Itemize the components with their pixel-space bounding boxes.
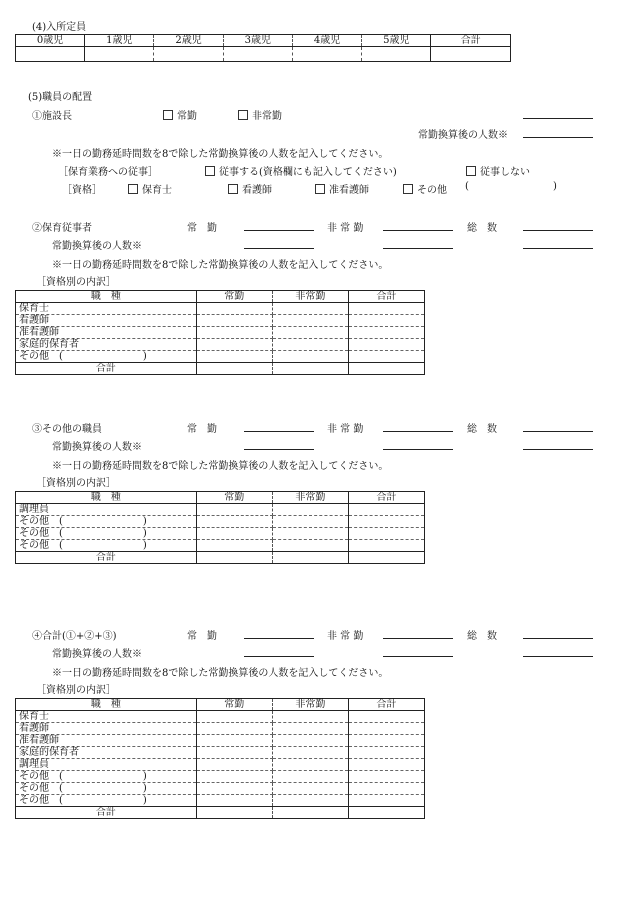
row-label: 保育士 (16, 303, 197, 315)
checkbox-icon[interactable] (205, 166, 215, 176)
col-4yr: 4歳児 (292, 35, 361, 47)
cell-input[interactable] (272, 759, 348, 771)
cell-input[interactable] (272, 528, 348, 540)
sec4-fte-label: 常勤換算後の人数※ (52, 649, 142, 660)
header-part: 非常勤 (272, 699, 348, 711)
sec4-note: ※一日の勤務延時間数を8で除した常勤換算後の人数を記入してください。 (52, 668, 389, 679)
qual-other-paren-open: ( (465, 181, 469, 192)
cell-input[interactable] (196, 795, 272, 807)
qual-other-paren-close: ) (553, 181, 557, 192)
sec4-fte-full-line[interactable] (244, 656, 314, 657)
cell-input[interactable] (272, 363, 348, 375)
cell-input[interactable] (196, 363, 272, 375)
col-total: 合計 (431, 35, 511, 47)
sec3-table (15, 491, 425, 564)
sec3-part-label: 非 常 勤 (327, 424, 364, 435)
row-label: 准看護師 (16, 327, 197, 339)
sec2-total-line[interactable] (523, 230, 593, 231)
cell-input[interactable] (196, 504, 272, 516)
option-label: 非常勤 (252, 111, 282, 122)
total-row-label: 合計 (16, 363, 197, 375)
header-total: 合計 (348, 492, 424, 504)
cell-input[interactable] (196, 759, 272, 771)
row-label: 家庭的保育者 (16, 339, 197, 351)
sec2-table (15, 290, 425, 375)
total-row-label: 合計 (16, 807, 197, 819)
qual-nursery-option[interactable] (128, 181, 172, 196)
duty-yes-option[interactable] (205, 163, 397, 178)
duty-no-option[interactable] (466, 163, 530, 178)
qualification-label: ［資格］ (62, 185, 102, 196)
sec4-part-label: 非 常 勤 (327, 631, 364, 642)
checkbox-icon[interactable] (163, 110, 173, 120)
cell-input[interactable] (348, 771, 424, 783)
cell-input[interactable] (272, 723, 348, 735)
qual-assoc-nurse-option[interactable] (315, 181, 369, 196)
cell-input[interactable] (348, 759, 424, 771)
sec4-total-line[interactable] (523, 638, 593, 639)
director-note: ※一日の勤務延時間数を8で除した常勤換算後の人数を記入してください。 (52, 149, 389, 160)
cell-input[interactable] (348, 504, 424, 516)
cell-input[interactable] (196, 540, 272, 552)
cell-input[interactable] (196, 303, 272, 315)
sec3-total-label: 総 数 (467, 424, 497, 435)
cell-input[interactable] (348, 552, 424, 564)
row-label: その他 ( ) (16, 351, 197, 363)
cell-input[interactable] (348, 327, 424, 339)
header-full: 常勤 (196, 492, 272, 504)
header-kind: 職 種 (16, 699, 197, 711)
cell-input[interactable] (272, 327, 348, 339)
header-part: 非常勤 (272, 492, 348, 504)
sec4-total-label: 総 数 (467, 631, 497, 642)
cell-input[interactable] (348, 516, 424, 528)
cell-input[interactable] (272, 783, 348, 795)
checkbox-icon[interactable] (238, 110, 248, 120)
cell-input[interactable] (272, 747, 348, 759)
cell-input[interactable] (196, 783, 272, 795)
cell-input[interactable] (196, 771, 272, 783)
duty-label: ［保育業務への従事］ (58, 167, 158, 178)
cell-input[interactable] (348, 747, 424, 759)
sec2-part-label: 非 常 勤 (327, 223, 364, 234)
option-label: 保育士 (142, 185, 172, 196)
cell-input[interactable] (272, 504, 348, 516)
cap-0yr-input[interactable] (16, 47, 85, 62)
sec2-full-label: 常 勤 (187, 223, 217, 234)
cell-input[interactable] (348, 339, 424, 351)
col-3yr: 3歳児 (223, 35, 292, 47)
cell-input[interactable] (272, 807, 348, 819)
sec2-title: ②保育従事者 (32, 223, 92, 234)
sec2-part-line[interactable] (383, 230, 453, 231)
sec4-part-line[interactable] (383, 638, 453, 639)
row-label: その他 ( ) (16, 771, 197, 783)
checkbox-icon[interactable] (128, 184, 138, 194)
director-fte-line[interactable] (523, 137, 593, 138)
total-row-label: 合計 (16, 552, 197, 564)
row-label: 看護師 (16, 315, 197, 327)
sec4-full-line[interactable] (244, 638, 314, 639)
cell-input[interactable] (272, 795, 348, 807)
cell-input[interactable] (272, 315, 348, 327)
row-label: 保育士 (16, 711, 197, 723)
cell-input[interactable] (348, 315, 424, 327)
header-kind: 職 種 (16, 291, 197, 303)
header-kind: 職 種 (16, 492, 197, 504)
director-part-option[interactable] (238, 107, 282, 122)
director-fte-label: 常勤換算後の人数※ (418, 130, 508, 141)
sec3-full-line[interactable] (244, 431, 314, 432)
director-label: ①施設長 (32, 111, 72, 122)
sec3-part-line[interactable] (383, 431, 453, 432)
cell-input[interactable] (272, 339, 348, 351)
sec2-fte-part-line[interactable] (383, 248, 453, 249)
option-label: 従事する(資格欄にも記入してください) (219, 167, 397, 178)
cell-input[interactable] (196, 807, 272, 819)
option-label: その他 (417, 185, 447, 196)
cell-input[interactable] (196, 747, 272, 759)
option-label: 従事しない (480, 167, 530, 178)
cell-input[interactable] (348, 795, 424, 807)
cell-input[interactable] (272, 711, 348, 723)
cell-input[interactable] (348, 363, 424, 375)
sec3-fte-full-line[interactable] (244, 449, 314, 450)
sec3-note: ※一日の勤務延時間数を8で除した常勤換算後の人数を記入してください。 (52, 461, 389, 472)
sec4-fte-total-line[interactable] (523, 656, 593, 657)
col-1yr: 1歳児 (85, 35, 154, 47)
col-0yr: 0歳児 (16, 35, 85, 47)
row-label: 調理員 (16, 759, 197, 771)
checkbox-icon[interactable] (403, 184, 413, 194)
cell-input[interactable] (348, 807, 424, 819)
checkbox-icon[interactable] (466, 166, 476, 176)
header-total: 合計 (348, 699, 424, 711)
sec2-note: ※一日の勤務延時間数を8で除した常勤換算後の人数を記入してください。 (52, 260, 389, 271)
director-full-option[interactable] (163, 107, 197, 122)
cap-2yr-input[interactable] (154, 47, 223, 62)
director-blank-line[interactable] (523, 118, 593, 119)
header-full: 常勤 (196, 291, 272, 303)
cell-input[interactable] (272, 351, 348, 363)
checkbox-icon[interactable] (315, 184, 325, 194)
section-5-title: (5)職員の配置 (28, 92, 93, 103)
cell-input[interactable] (272, 771, 348, 783)
cell-input[interactable] (196, 711, 272, 723)
cell-input[interactable] (348, 711, 424, 723)
cap-4yr-input[interactable] (292, 47, 361, 62)
cell-input[interactable] (196, 327, 272, 339)
cell-input[interactable] (272, 516, 348, 528)
option-label: 看護師 (242, 185, 272, 196)
cell-input[interactable] (272, 540, 348, 552)
row-label: 調理員 (16, 504, 197, 516)
checkbox-icon[interactable] (228, 184, 238, 194)
row-label: 家庭的保育者 (16, 747, 197, 759)
cell-input[interactable] (196, 723, 272, 735)
sec3-title: ③その他の職員 (32, 424, 102, 435)
row-label: 看護師 (16, 723, 197, 735)
col-5yr: 5歳児 (362, 35, 431, 47)
header-part: 非常勤 (272, 291, 348, 303)
cell-input[interactable] (196, 528, 272, 540)
section-4-title: (4)入所定員 (32, 22, 87, 33)
sec2-breakdown-label: ［資格別の内訳］ (36, 277, 116, 288)
cell-input[interactable] (348, 303, 424, 315)
cap-3yr-input[interactable] (223, 47, 292, 62)
sec2-fte-total-line[interactable] (523, 248, 593, 249)
row-label: 准看護師 (16, 735, 197, 747)
sec3-breakdown-label: ［資格別の内訳］ (36, 478, 116, 489)
cap-5yr-input[interactable] (362, 47, 431, 62)
sec3-fte-label: 常勤換算後の人数※ (52, 442, 142, 453)
row-label: その他 ( ) (16, 795, 197, 807)
cell-input[interactable] (272, 552, 348, 564)
capacity-table (15, 34, 511, 62)
sec3-total-line[interactable] (523, 431, 593, 432)
row-label: その他 ( ) (16, 528, 197, 540)
row-label: その他 ( ) (16, 516, 197, 528)
cell-input[interactable] (196, 351, 272, 363)
sec3-fte-total-line[interactable] (523, 449, 593, 450)
sec2-full-line[interactable] (244, 230, 314, 231)
cap-1yr-input[interactable] (85, 47, 154, 62)
cell-input[interactable] (196, 516, 272, 528)
sec4-fte-part-line[interactable] (383, 656, 453, 657)
cell-input[interactable] (348, 783, 424, 795)
option-label: 常勤 (177, 111, 197, 122)
cell-input[interactable] (196, 735, 272, 747)
sec3-fte-part-line[interactable] (383, 449, 453, 450)
sec2-fte-full-line[interactable] (244, 248, 314, 249)
cell-input[interactable] (348, 528, 424, 540)
option-label: 准看護師 (329, 185, 369, 196)
qual-other-option[interactable] (403, 181, 447, 196)
sec3-full-label: 常 勤 (187, 424, 217, 435)
cell-input[interactable] (196, 552, 272, 564)
cell-input[interactable] (348, 723, 424, 735)
header-total: 合計 (348, 291, 424, 303)
sec4-full-label: 常 勤 (187, 631, 217, 642)
sec4-breakdown-label: ［資格別の内訳］ (36, 685, 116, 696)
cell-input[interactable] (272, 303, 348, 315)
cell-input[interactable] (196, 339, 272, 351)
row-label: その他 ( ) (16, 783, 197, 795)
sec4-table (15, 698, 425, 819)
sec4-title: ④合計(①+②+③) (32, 631, 117, 642)
cell-input[interactable] (348, 540, 424, 552)
header-full: 常勤 (196, 699, 272, 711)
cell-input[interactable] (348, 351, 424, 363)
cell-input[interactable] (272, 735, 348, 747)
col-2yr: 2歳児 (154, 35, 223, 47)
cap-total-input[interactable] (431, 47, 511, 62)
qual-nurse-option[interactable] (228, 181, 272, 196)
cell-input[interactable] (196, 315, 272, 327)
cell-input[interactable] (348, 735, 424, 747)
sec2-total-label: 総 数 (467, 223, 497, 234)
sec2-fte-label: 常勤換算後の人数※ (52, 241, 142, 252)
row-label: その他 ( ) (16, 540, 197, 552)
